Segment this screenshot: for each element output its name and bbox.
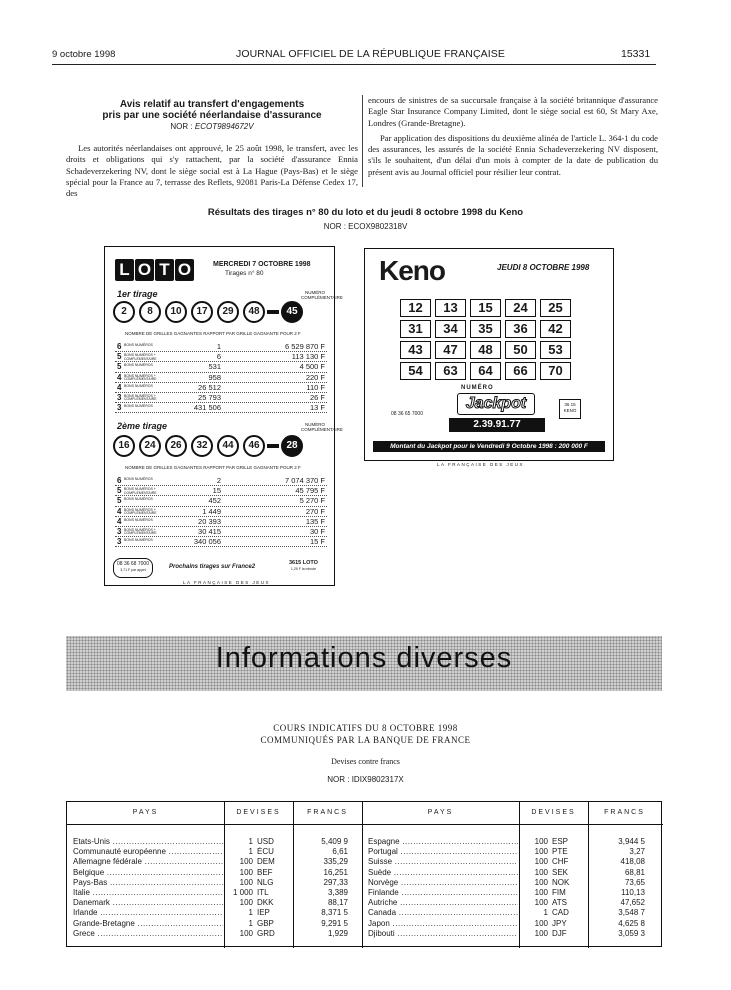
- table-currency-code: NOK: [552, 877, 570, 887]
- keno-number-cell: 15: [470, 299, 501, 317]
- loto-ball: 26: [165, 435, 187, 457]
- loto-logo: [115, 259, 195, 281]
- table-currency: [231, 847, 279, 857]
- table-currency: [231, 908, 279, 918]
- loto-prize-winners: 1: [216, 342, 221, 351]
- loto-prize-winners: 25 793: [198, 392, 221, 402]
- keno-number-cell: 13: [435, 299, 466, 317]
- loto-prize-winners: 15: [212, 486, 221, 496]
- loto-prize-rank: 3: [117, 403, 122, 413]
- table-left-pays-column: [73, 837, 223, 939]
- loto-prize-amount: 135 F: [305, 516, 325, 526]
- loto-prize-description: BONS NUMÉROS + COMPLÉMENTAIRE: [124, 507, 157, 516]
- loto-ball: 2: [113, 301, 135, 323]
- loto-ball: 16: [113, 435, 135, 457]
- loto-prize-rank: 3: [117, 526, 122, 536]
- keno-number-cell: 35: [470, 320, 501, 338]
- table-country: Finlande .....: [368, 888, 518, 898]
- table-country: Danemark .....: [73, 898, 223, 908]
- avis-right-column: [368, 95, 658, 178]
- loto-prize-amount: 7 074 370 F: [284, 476, 325, 485]
- loto-prize-amount: 15 F: [309, 537, 325, 547]
- loto-prize-rank: 5: [117, 352, 122, 362]
- table-rate: 47,652: [620, 898, 645, 908]
- avis-nor: [66, 122, 358, 131]
- avis-left-column: [66, 99, 358, 199]
- loto-prize-rank: 5: [117, 486, 122, 496]
- table-currency-code: GBP: [257, 918, 274, 928]
- keno-phone: 08 36 65 7000: [391, 411, 423, 417]
- loto-tirage2-balls: [113, 435, 303, 457]
- table-rate: 8,371 5: [321, 908, 348, 918]
- avis-paragraph-1: Les autorités néerlandaises ont approuvé, le 25 août 1998, le transfert, avec les droits et obligations qui s'y rattachent, par la société d'assurance Ennia Schadeverzekering NV, dont le siège social est à La Hague (Pays-Bas) et le siège spécial pour la France au 7, terrasse des Reflets, 92081 Paris-La Défense Cedex 17, des: [66, 143, 358, 199]
- loto-prize-rank: 4: [117, 382, 122, 392]
- keno-date: JEUDI 8 OCTOBRE 1998: [497, 263, 590, 272]
- loto-complementary-ball: 28: [281, 435, 303, 457]
- loto-prize-amount: 4 500 F: [299, 362, 325, 372]
- loto-prize-amount: 5 270 F: [299, 496, 325, 506]
- table-currency-quantity: 100: [534, 847, 548, 857]
- table-currency: [231, 878, 279, 888]
- loto-ball: 24: [139, 435, 161, 457]
- table-currency-quantity: 1 000: [232, 888, 253, 898]
- header-date: 9 octobre 1998: [52, 49, 116, 60]
- loto-prize-winners: 2: [216, 476, 221, 485]
- table-country: Espagne .....: [368, 837, 518, 847]
- cours-line1: COURS INDICATIFS DU 8 OCTOBRE 1998: [273, 723, 458, 733]
- table-currency-quantity: 100: [534, 877, 548, 887]
- table-currency-quantity: 1: [248, 918, 253, 928]
- table-currency: [526, 847, 574, 857]
- table-country: Grande-Bretagne .....: [73, 919, 223, 929]
- table-currency-code: IEP: [257, 908, 270, 918]
- keno-number-cell: 24: [505, 299, 536, 317]
- loto-complementary-label: NUMÉRO COMPLÉMENTAIRE: [301, 422, 343, 432]
- loto-prize-row: [115, 496, 327, 506]
- table-rate: 9,291 5: [321, 918, 348, 928]
- avis-paragraph-2: encours de sinistres de sa succursale française à la société britannique d'assurance Eagle Star Insurance Company Limited, dont le siège social est 60, St Mary Axe, Londres (Grande-Bretagne).: [368, 95, 658, 128]
- loto-ball: 17: [191, 301, 213, 323]
- loto-minitel-code: 3615 LOTO: [289, 560, 318, 566]
- keno-number-cell: 48: [470, 341, 501, 359]
- keno-number-cell: 12: [400, 299, 431, 317]
- results-title: Résultats des tirages n° 80 du loto et du jeudi 8 octobre 1998 du Keno: [207, 207, 524, 218]
- column-separator: [362, 95, 363, 187]
- avis-title-line2: pris par une société néerlandaise d'assurance: [102, 110, 322, 121]
- loto-prize-rank: 4: [117, 506, 122, 516]
- table-currency-quantity: 100: [239, 857, 253, 867]
- table-currency-quantity: 100: [239, 877, 253, 887]
- table-currency: [526, 898, 574, 908]
- loto-prize-winners: 452: [208, 496, 221, 506]
- loto-tirage2-rows: [115, 476, 327, 547]
- info-title: Informations diverses: [215, 642, 513, 674]
- table-currency-code: ITL: [257, 888, 269, 898]
- table-currency: [526, 929, 574, 939]
- table-currency-code: GRD: [257, 928, 275, 938]
- table-currency-code: DKK: [257, 898, 274, 908]
- table-currency-quantity: 100: [534, 837, 548, 846]
- loto-prize-description: BONS NUMÉROS + COMPLÉMENTAIRE: [124, 487, 157, 495]
- table-rate: 335,29: [323, 857, 348, 867]
- loto-ball-connector: [267, 310, 279, 314]
- loto-prize-description: BONS NUMÉROS: [124, 477, 153, 481]
- loto-column-headers: NOMBRE DE GRILLES GAGNANTES RAPPORT PAR GRILLE GAGNANTE POUR 2 F: [125, 465, 301, 470]
- table-country: Autriche .....: [368, 898, 518, 908]
- loto-prize-description: BONS NUMÉROS: [124, 363, 153, 368]
- loto-phone: [113, 558, 153, 578]
- table-header-devises: DEVISES: [531, 809, 576, 816]
- table-country: Grece .....: [73, 929, 223, 939]
- table-rate: 110,13: [621, 888, 645, 898]
- loto-results-box: [104, 246, 343, 586]
- table-rate: 297,33: [323, 877, 348, 887]
- cours-line2: COMMUNIQUÉS PAR LA BANQUE DE FRANCE: [260, 735, 471, 745]
- avis-nor-code: ECOT9894672V: [194, 122, 254, 131]
- loto-prize-row: [115, 517, 327, 527]
- loto-prize-rank: 6: [117, 342, 122, 351]
- loto-prize-rank: 4: [117, 516, 122, 526]
- keno-jackpot-logo: Jackpot: [457, 393, 535, 415]
- loto-prize-rank: 5: [117, 496, 122, 506]
- table-currency: [526, 888, 574, 898]
- table-rate: 418,08: [620, 857, 645, 867]
- loto-prize-winners: 340 056: [193, 537, 221, 547]
- loto-next-draws: Prochains tirages sur France2: [169, 564, 256, 570]
- keno-number-cell: 31: [400, 320, 431, 338]
- keno-fdj-footer: LA FRANÇAISE DES JEUX: [437, 462, 525, 467]
- table-currency-code: ATS: [552, 898, 567, 908]
- loto-prize-row: [115, 403, 327, 413]
- keno-number-cell: 50: [505, 341, 536, 359]
- table-currency-code: CHF: [552, 857, 569, 867]
- table-currency: [231, 919, 279, 929]
- table-currency-quantity: 1: [248, 908, 253, 918]
- loto-tirage-number: Tirages n° 80: [225, 270, 264, 277]
- loto-logo-letter: L: [115, 259, 134, 281]
- loto-phone-number: 08 36 68 7000: [117, 561, 149, 567]
- table-country: Irlande .....: [73, 908, 223, 918]
- table-currency-code: USD: [257, 837, 274, 846]
- table-currency: [231, 868, 279, 878]
- table-rate: 6,61: [332, 847, 348, 857]
- table-rate: 73,65: [624, 877, 645, 887]
- keno-number-grid: [400, 299, 571, 380]
- keno-jackpot-band: Montant du Jackpot pour le Vendredi 9 Octobre 1998 : 200 000 F: [373, 441, 605, 452]
- loto-prize-winners: 958: [208, 372, 221, 382]
- loto-prize-amount: 6 529 870 F: [284, 342, 325, 351]
- table-currency: [231, 888, 279, 898]
- table-currency: [526, 857, 574, 867]
- loto-prize-rank: 3: [117, 392, 122, 402]
- loto-fdj-footer: LA FRANÇAISE DES JEUX: [183, 580, 271, 585]
- table-rate: 16,251: [323, 867, 348, 877]
- loto-logo-letter: O: [135, 259, 154, 281]
- keno-number-cell: 63: [435, 362, 466, 380]
- keno-number-cell: 36: [505, 320, 536, 338]
- loto-prize-description: BONS NUMÉROS + COMPLÉMENTAIRE: [124, 353, 157, 361]
- table-currency: [526, 908, 574, 918]
- exchange-rate-table: [66, 801, 662, 947]
- table-currency-quantity: 100: [239, 898, 253, 908]
- devises-subtitle: Devises contre francs: [331, 757, 400, 766]
- table-currency-quantity: 100: [534, 867, 548, 877]
- table-currency-quantity: 100: [534, 898, 548, 908]
- loto-prize-row: [115, 383, 327, 393]
- loto-prize-row: [115, 352, 327, 362]
- loto-ball: 48: [243, 301, 265, 323]
- table-right-pays-column: [368, 837, 518, 939]
- table-right-devises-column: [526, 837, 574, 939]
- table-currency-quantity: 100: [534, 888, 548, 898]
- table-currency: [231, 929, 279, 939]
- table-currency-code: ÉCU: [257, 847, 274, 857]
- loto-prize-winners: 431 506: [193, 403, 221, 413]
- loto-prize-description: BONS NUMÉROS: [124, 383, 153, 388]
- table-currency-code: NLG: [257, 877, 274, 887]
- loto-prize-amount: 45 795 F: [295, 486, 325, 496]
- loto-prize-rank: 5: [117, 362, 122, 372]
- loto-prize-row: [115, 527, 327, 537]
- loto-minitel-note: 1,29 F la minute: [290, 567, 317, 571]
- results-nor: NOR : ECOX9802318V: [323, 222, 408, 231]
- table-currency-code: CAD: [552, 908, 569, 918]
- table-currency-quantity: 100: [534, 918, 548, 928]
- avis-nor-label: NOR :: [170, 122, 193, 131]
- table-currency-code: DJF: [552, 928, 567, 938]
- loto-complementary-label: NUMÉRO COMPLÉMENTAIRE: [301, 290, 343, 300]
- table-country: Allemagne fédérale .....: [73, 857, 223, 867]
- loto-ball-connector: [267, 444, 279, 448]
- table-rate: 68,81: [624, 867, 645, 877]
- table-country: Communauté européenne .....: [73, 847, 223, 857]
- table-country: Portugal .....: [368, 847, 518, 857]
- keno-logo: Keno: [379, 255, 445, 286]
- loto-prize-row: [115, 507, 327, 517]
- table-rate: 3,27: [629, 847, 645, 857]
- table-rate: 3,548 7: [618, 908, 645, 918]
- keno-number-cell: 66: [505, 362, 536, 380]
- loto-ball: 46: [243, 435, 265, 457]
- loto-logo-letter: O: [175, 259, 194, 281]
- table-country: Suède .....: [368, 868, 518, 878]
- keno-jackpot-number: 2.39.91.77: [449, 418, 545, 432]
- loto-prize-row: [115, 342, 327, 352]
- table-header-pays: PAYS: [132, 809, 159, 816]
- table-country: Pays-Bas .....: [73, 878, 223, 888]
- loto-tirage1-rows: [115, 342, 327, 413]
- loto-tirage1-balls: [113, 301, 303, 323]
- table-country: Japon .....: [368, 919, 518, 929]
- table-currency-code: SEK: [552, 867, 569, 877]
- table-header-rule: [67, 824, 663, 825]
- table-rate: 3,059 3: [618, 928, 645, 938]
- table-header-francs: FRANCS: [604, 809, 645, 816]
- keno-jackpot-label: NUMÉRO: [461, 385, 494, 391]
- table-header-francs: FRANCS: [307, 809, 348, 816]
- avis-paragraph-3: Par application des dispositions du deuxième alinéa de l'article L. 364-1 du code des assurances, les assurés de la société Ennia Schadeverzekering NV disposent, s'ils le souhaitent, d'un délai d'un mois à compter de la date de publication du présent avis au Journal officiel pour résilier leur contrat.: [368, 132, 658, 177]
- table-currency-quantity: 100: [239, 867, 253, 877]
- loto-prize-row: [115, 362, 327, 372]
- loto-date: MERCREDI 7 OCTOBRE 1998: [213, 261, 311, 268]
- table-right-francs-column: [588, 837, 645, 939]
- loto-prize-amount: 270 F: [305, 506, 325, 516]
- loto-prize-row: [115, 393, 327, 403]
- table-currency-quantity: 1: [543, 908, 548, 918]
- loto-ball: 29: [217, 301, 239, 323]
- keno-minitel: 36 15 KENO: [559, 399, 581, 419]
- table-country: Etats-Unis .....: [73, 837, 223, 847]
- loto-prize-amount: 113 130 F: [291, 352, 325, 362]
- loto-phone-note: 3,71 F par appel: [120, 568, 146, 572]
- loto-prize-winners: 531: [208, 362, 221, 372]
- table-currency-code: DEM: [257, 857, 275, 867]
- keno-number-cell: 43: [400, 341, 431, 359]
- loto-prize-amount: 26 F: [309, 392, 325, 402]
- loto-prize-winners: 26 512: [198, 382, 221, 392]
- loto-prize-description: BONS NUMÉROS + COMPLÉMENTAIRE: [124, 393, 157, 402]
- loto-prize-row: [115, 486, 327, 496]
- loto-prize-winners: 20 393: [198, 516, 221, 526]
- loto-column-headers: NOMBRE DE GRILLES GAGNANTES RAPPORT PAR GRILLE GAGNANTE POUR 2 F: [125, 331, 301, 336]
- loto-prize-description: BONS NUMÉROS + COMPLÉMENTAIRE: [124, 527, 157, 536]
- table-currency-code: PTE: [552, 847, 568, 857]
- loto-tirage1-label: 1er tirage: [117, 289, 158, 299]
- loto-logo-letter: T: [155, 259, 174, 281]
- keno-number-cell: 42: [540, 320, 571, 338]
- table-header-pays: PAYS: [427, 809, 454, 816]
- loto-ball: 44: [217, 435, 239, 457]
- loto-complementary-ball: 45: [281, 301, 303, 323]
- header-journal-title: JOURNAL OFFICIEL DE LA RÉPUBLIQUE FRANÇAISE: [236, 48, 505, 60]
- loto-prize-rank: 6: [117, 476, 122, 485]
- loto-prize-amount: 30 F: [309, 526, 325, 536]
- table-country: Norvège .....: [368, 878, 518, 888]
- loto-ball: 10: [165, 301, 187, 323]
- avis-title-line1: Avis relatif au transfert d'engagements: [119, 99, 305, 110]
- table-currency-code: FIM: [552, 888, 566, 898]
- table-currency: [526, 919, 574, 929]
- header-page-number: 15331: [621, 48, 651, 60]
- table-currency: [526, 837, 574, 847]
- table-currency-quantity: 1: [248, 847, 253, 857]
- table-currency: [526, 868, 574, 878]
- table-currency-quantity: 100: [534, 857, 548, 867]
- table-country: Belgique .....: [73, 868, 223, 878]
- table-currency: [231, 837, 279, 847]
- keno-number-cell: 25: [540, 299, 571, 317]
- keno-number-cell: 64: [470, 362, 501, 380]
- keno-number-cell: 34: [435, 320, 466, 338]
- table-country: Djibouti .....: [368, 929, 518, 939]
- table-rate: 1,929: [327, 928, 348, 938]
- loto-prize-winners: 6: [216, 352, 221, 362]
- loto-prize-winners: 30 415: [198, 526, 221, 536]
- loto-prize-description: BONS NUMÉROS: [124, 517, 153, 522]
- loto-ball: 32: [191, 435, 213, 457]
- loto-prize-description: BONS NUMÉROS: [124, 404, 153, 409]
- loto-minitel: [289, 560, 318, 572]
- table-currency-code: BEF: [257, 867, 273, 877]
- table-country: Italie .....: [73, 888, 223, 898]
- loto-prize-row: [115, 537, 327, 547]
- table-left-francs-column: [293, 837, 348, 939]
- loto-prize-amount: 110 F: [306, 382, 325, 392]
- keno-results-box: [364, 248, 614, 461]
- table-currency-code: ESP: [552, 837, 569, 846]
- table-currency-quantity: 1: [248, 837, 253, 846]
- loto-tirage2-label: 2ème tirage: [117, 421, 168, 431]
- loto-ball: 8: [139, 301, 161, 323]
- table-header-devises: DEVISES: [236, 809, 281, 816]
- table-rate: 3,389: [327, 888, 348, 898]
- loto-prize-description: BONS NUMÉROS + COMPLÉMENTAIRE: [124, 373, 157, 382]
- loto-prize-row: [115, 476, 327, 486]
- table-rate: 3,944 5: [618, 837, 645, 846]
- table-currency: [526, 878, 574, 888]
- loto-prize-winners: 1 449: [202, 506, 221, 516]
- loto-prize-rank: 3: [117, 537, 122, 547]
- loto-prize-description: BONS NUMÉROS: [124, 497, 153, 502]
- table-left-devises-column: [231, 837, 279, 939]
- table-rate: 5,409 9: [321, 837, 348, 846]
- loto-prize-description: BONS NUMÉROS: [124, 343, 153, 347]
- header-rule: [52, 64, 656, 65]
- table-currency-quantity: 100: [534, 928, 548, 938]
- keno-number-cell: 54: [400, 362, 431, 380]
- keno-number-cell: 70: [540, 362, 571, 380]
- loto-prize-row: [115, 373, 327, 383]
- table-country: Suisse .....: [368, 857, 518, 867]
- loto-prize-description: BONS NUMÉROS: [124, 538, 153, 543]
- table-currency: [231, 857, 279, 867]
- loto-prize-rank: 4: [117, 372, 122, 382]
- loto-prize-amount: 13 F: [309, 403, 325, 413]
- keno-number-cell: 53: [540, 341, 571, 359]
- table-rate: 4,625 8: [618, 918, 645, 928]
- table-country: Canada .....: [368, 908, 518, 918]
- table-currency-code: JPY: [552, 918, 567, 928]
- loto-prize-amount: 220 F: [305, 372, 325, 382]
- info-nor: NOR : IDIX9802317X: [327, 775, 404, 784]
- table-currency-quantity: 100: [239, 928, 253, 938]
- table-rate: 88,17: [327, 898, 348, 908]
- keno-number-cell: 47: [435, 341, 466, 359]
- table-currency: [231, 898, 279, 908]
